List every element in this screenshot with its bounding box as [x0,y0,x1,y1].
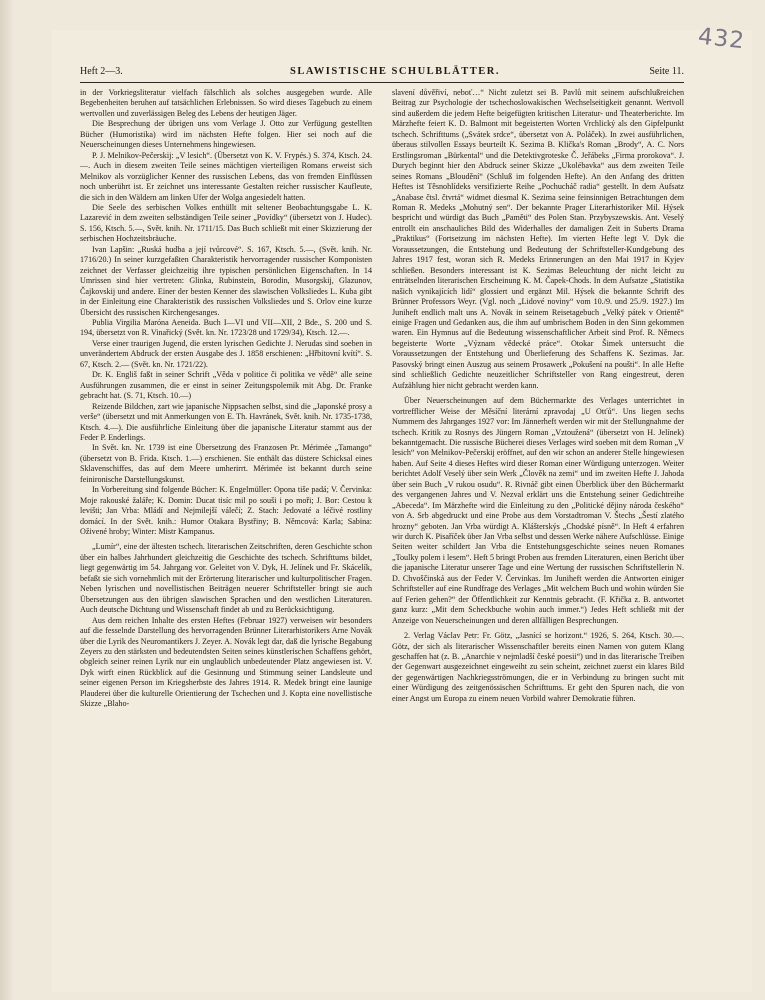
paragraph: Publia Virgilia Maróna Aeneida. Buch I—VI und VII—XII, 2 Bde., S. 200 und S. 194, übersetzt von R. Vinařický (Svět. kn. Nr. 1723/28 und 1729/34), Ktsch. 12.—. [80,317,372,338]
paragraph: Über Neuerscheinungen auf dem Büchermarkte des Verlages unterrichtet in vortrefflicher Weise der Měsíční literární zpravodaj „U Otťů“. Uns liegen sechs Nummern des Jahrganges 1927 vor: Im Jännerheft werden wir mit der Stellungnahme der tschech. Kritik zu Rosnys des Jüngern Roman „Vztoužená“ (übersetzt von H. Jelínek) bekanntgemacht. Die russische Bücherei dieses Verlages wird soeben mit dem Roman „V lesich“ von Melnikov-Pečerskij eröffnet, auf den wir schon an anderer Stelle hingewiesen haben. Auf Seite 4 dieses Heftes wird dieser Roman einer Würdigung unterzogen. Weiter berichtet Adolf Veselý über sein Werk „Člověk na zemi“ und im zweiten Hefte J. Jahoda über sein Buch „V rukou osudu“. R. Rivnáč gibt einen Überblick über den Büchermarkt des vergangenen Jahres und V. Nezval erklärt uns die Entstehung seiner Gedichtreihe „Abeceda“. Im Märzhefte wird die Einleitung zu den „Politické dějiny národa českého“ von A. Srb abgedruckt und eine Probe aus dem Vorstadtroman V. Štechs „Šestí zlatého hrozny“ geboten. Jan Vrba würdigt A. Klášterskýs „Chodské písně“. In Heft 4 erfahren wir durch K. Pisaříček über Jan Vrba selbst und dessen Werke nähere Aufschlüsse. Einige Seiten weiter schildert Jan Vrba die Entstehungsgeschichte seines neuen Romanes „Toulky polem i lesem“. Heft 5 bringt Proben aus fremden Literaturen, einen Bericht über die japanische Literatur unserer Tage und eine Wertung der russischen Schriftstellerin N. D. Chvoščinská aus der Feder V. Červinkas. Im Juniheft werden die Antworten einiger Schriftsteller auf eine Rundfrage des Verlages „Mit welchem Buch und wohin würden Sie auf Ferien gehen?“ der Öffentlichkeit zur Kenntnis gebracht. (F. Křička z. B. antwortet ganz kurz: „Mit dem Scheckbuche wohin auch immer.“) Jedes Heft schließt mit der Anzeige von Neuerscheinungen und deren allfälligen Besprechungen. [392,396,684,625]
left-text-column [80,88,372,983]
paragraph: „Lumír“, eine der ältesten tschech. literarischen Zeitschriften, deren Geschichte schon über ein halbes Jahrhundert gleichzeitig die Geschichte des tschech. Schrifttums bildet, liegt gegenwärtig im 54. Jahrgang vor. Geleitet von V. Dyk, H. Jelínek und Fr. Skácelík, befaßt sie sich vornehmlich mit der Erörterung literarischer und kulturpolitischer Fragen. Neben lyrischen und novellistischen Beiträgen neuerer Schriftsteller bringt sie auch Übersetzungen aus den übrigen slawischen Sprachen und den westlichen Literaturen. Auch deutsche Dichtung und Wissenschaft findet ab und zu Berücksichtigung. [80,542,372,615]
paragraph: slavení důvěřiví, neboť…“ Nicht zuletzt sei B. Pavlů mit seinem aufschlußreichen Beitrag zur Psychologie der tschechoslowakischen Wechselseitigkeit genannt. Wertvoll sind außerdem die jedem Hefte beigefügten kritischen Literatur- und Theaterberichte. Im Märzhefte feiert K. D. Balmont mit begeisterten Worten Vrchlický als den Gipfelpunkt tschech. Schrifttums („Svátek srdce“, übersetzt von A. Poláček). In zwei ausführlichen, überaus stilvollen Essays beurteilt K. Sezima B. Klička's Roman „Brody“, A. C. Nors Erstlingsroman „Bürkental“ und die Detektivgroteske Č. Jeřábeks „Firma prorokova“. J. Durych beginnt hier den Abdruck seiner Skizze „Ukolébavka“ aus dem zweiten Teile seines Romans „Bloudění“ (Schluß im folgenden Hefte). An den Anfang des dritten Heftes ist Těsnohlídeks versifizierte Reihe „Pochucháč radia“ gestellt. In dem Aufsatz „Anabase čtsl. čtvrtá“ widmet diesmal K. Sezima seine feinsinnigen Betrachtungen dem Roman R. Medeks „Mohutný sen“. Der bekannte Prager Literarhistoriker Mil. Hýsek bespricht und würdigt das Buch „Paměti“ des Polen Stan. Przybyszewskis. Ant. Veselý entrollt ein anschauliches Bild des Widerhalles der damaligen Zeit in Suberts Drama „Praktikus“ (Fortsetzung im nächsten Hefte). Im vierten Hefte legt V. Dyk die Voraussetzungen, die Entstehung und Bedeutung der Schriftsteller-Kundgebung des Jahres 1917 fest, woran sich R. Medeks Erinnerungen an den Mai 1917 in Kyjev schließen. Besonders interessant ist K. Sezimas Beleuchtung der nicht leicht zu enträtselnden literarischen Erscheinung K. M. Čapek-Chods. In dem Aufsatze „Statistika našich vynikajících lidí“ glossiert und ergänzt Mil. Hýsek die bekannte Schrift des Brünner Professors Weyr. (Vgl. noch „Lidové noviny“ vom 10./9. und 25./9. 1927.) Im Juniheft endlich malt uns A. Novák in seinem Reisetagebuch „Velký pátek v Orientě“ einige Fragen und Gedanken aus, die ihm auf umbrischem Boden in den Sinn gekommen waren. Ein Hymnus auf die Bedeutung wissenschaftlicher Arbeit sind Prof. R. Němecs begeisterte Worte „Význam vědecké práce“. Otokar Šimek untersucht die Voraussetzungen der Entstehung und Überlieferung des Schaffens K. Sezimas. Jar. Pasovský bringt einen Auszug aus seinem Prosawerk „Pokušení na poušti“. In alle Hefte sind schließlich Gedichte neuzeitlicher Schriftsteller von Rang eingestreut, deren Aufzählung hier nicht gebracht werden kann. [392,88,684,390]
right-text-column [392,88,684,983]
paragraph: In Vorbereitung sind folgende Bücher: K. Engelmüller: Opona tiše padá; V. Červinka: Moje rakouské žaláře; K. Domin: Ducat tisíc mil po souši i po moři; J. Bor: Cestou k levišti; Jan Vrba: Mládí and Nejmilejší válečí; Z. Stach: Jedovaté a léčivé rostliny domácí. In der Svět. knih.: Humor Otakara Bystřiny; B. Němcová: Karla; Sabina: Oživené hroby; Winter: Mistr Kampanus. [80,485,372,537]
paragraph: in der Vorkriegsliteratur vielfach fälschlich als solches ausgegeben wurde. Alle Begebenheiten beruhen auf tatsächlichen Erlebnissen. So wird dieses Tagebuch zu einem wertvollen und zuverlässigen Beleg des Lebens der heutigen Jäger. [80,88,372,118]
paragraph: Die Besprechung der übrigen uns vom Verlage J. Otto zur Verfügung gestellten Bücher (Humoristika) wird im nächsten Hefte folgen. Hier sei noch auf die Neuerscheinungen dieses Unternehmens hingewiesen. [80,119,372,150]
paragraph: In Svět. kn. Nr. 1739 ist eine Übersetzung des Franzosen Pr. Mérimée „Tamango“ (übersetzt von B. Frida. Ktsch. 1.—) erschienen. Sie enthält das düstere Schicksal eines Sklavenschiffes, das auf dem Meere umherirrt. Mérimée ist bekannt durch seine feinironische Darstellungskunst. [80,443,372,484]
header-issue: Heft 2—3. [80,66,123,77]
binding-shadow [0,0,14,1000]
paragraph: Die Seele des serbischen Volkes enthüllt mit seltener Beobachtungsgabe L. K. Lazarević in dem zweiten selbständigen Teile seiner „Povídky“ (übersetzt von J. Hudec). S. 156, Ktsch. 5.—, Svět. knih. Nr. 1711/15. Das Buch schließt mit einer Skizzierung der serbischen Hochzeitsbräuche. [80,202,372,244]
paragraph: 2. Verlag Václav Petr: Fr. Götz, „Jasnící se horizont.“ 1926, S. 264, Ktsch. 30.—. Götz, der sich als literarischer Wissenschaftler bereits einen Namen von gutem Klang geschaffen hat (z. B. „Anarchie v nejmladší české poesii“) und in das literarische Treiben der Gegenwart ausgezeichnet eingeweiht zu sein scheint, zeichnet zuerst ein klares Bild der gegenwärtigen Nachkriegsströmungen, die er in Verbindung zu bringen sucht mit einer Würdigung des zeitgenössischen Schrifttums. Er geht den Spuren nach, die von einer Angst um Europa zu einem neuen Vorbild wahrer Demokratie führen. [392,631,684,703]
paragraph: Ivan Lapšin: „Ruská hudba a její tvůrcové“. S. 167, Ktsch. 5.—, (Svět. knih. Nr. 1716/20.) In seiner kurzgefaßten Charakteristik hervorragender russischer Komponisten zeichnet der Verfasser gleichzeitig ihre typischen persönlichen Eigenschaften. In 14 Umrissen sind hier vertreten: Glinka, Rubinstein, Borodin, Musorgskij, Glazunov, Čajkovskij und andere. Einer der besten Kenner des slawischen Volksliedes L. Kuba gibt in der Einleitung eine Charakteristik des russischen Volksliedes und S. Orlov eine kurze Übersicht des russischen Kirchengesanges. [80,244,372,317]
paragraph: P. J. Melnikov-Pečerskij: „V lesich“. (Übersetzt von K. V. Frypés.) S. 374, Ktsch. 24.—. Auch in diesem zweiten Teile seines mächtigen vierteiligen Romans erweist sich Melnikov als vorzüglicher Kenner des russischen Lebens, das von fremden Einflüssen noch unberührt ist. Er zeichnet uns interessante Gestalten reicher russischer Kaufleute, die sich in den Wäldern am linken Ufer der Wolga angesiedelt hatten. [80,150,372,202]
handwritten-page-number: 432 [696,23,747,55]
paragraph: Aus dem reichen Inhalte des ersten Heftes (Februar 1927) verweisen wir besonders auf die fesselnde Darstellung des hervorragenden Brünner Literarhistorikers Arne Novák über die Lyrik des Neuromantikers J. Zeyer. A. Novák legt dar, daß die lyrische Begabung Zeyers zu den stärksten und bedeutendsten Seiten seines künstlerischen Schaffens gehört, obgleich seiner reinen Lyrik nur ein unglaublich unbedeutender Platz angewiesen ist. V. Dyk wirft einen Rückblick auf die Gesinnung und Stimmung seiner Landsleute und seiner eigenen Person im Kriegsherbste des Jahres 1914. R. Medek bringt eine launige Plauderei über die kulturelle Orientierung der Tschechen und J. Kopta eine novellistische Skizze „Blaho- [80,615,372,709]
header-page: Seite 11. [649,66,684,77]
paragraph: Verse einer traurigen Jugend, die ersten lyrischen Gedichte J. Nerudas sind soeben in unverändertem Abdruck der ersten Ausgabe des J. 1858 erschienen: „Hřbitovní kvítí“. S. 67, Ktsch. 2.— (Svět. kn. Nr. 1721/22). [80,338,372,369]
header-rule [80,82,684,83]
paragraph: Dr. K. Engliš faßt in seiner Schrift „Věda v politice či politika ve vědě“ alle seine Ausführungen zusammen, die er einst in seiner Zeitungspolemik mit Abg. Dr. Franke gebracht hat. (S. 71, Ktsch. 10.—) [80,370,372,401]
paragraph: Reizende Bildchen, zart wie japanische Nippsachen selbst, sind die „Japonské prosy a verše“ (übersetzt und mit Anmerkungen von E. Th. Havránek, Svět. knih. Nr. 1735-1738, Ktsch. 4.—). Die ausführliche Einleitung über die japanische Literatur stammt aus der Feder P. Enderlings. [80,401,372,442]
header-journal-title: SLAWISTISCHE SCHULBLÄTTER. [290,66,500,77]
